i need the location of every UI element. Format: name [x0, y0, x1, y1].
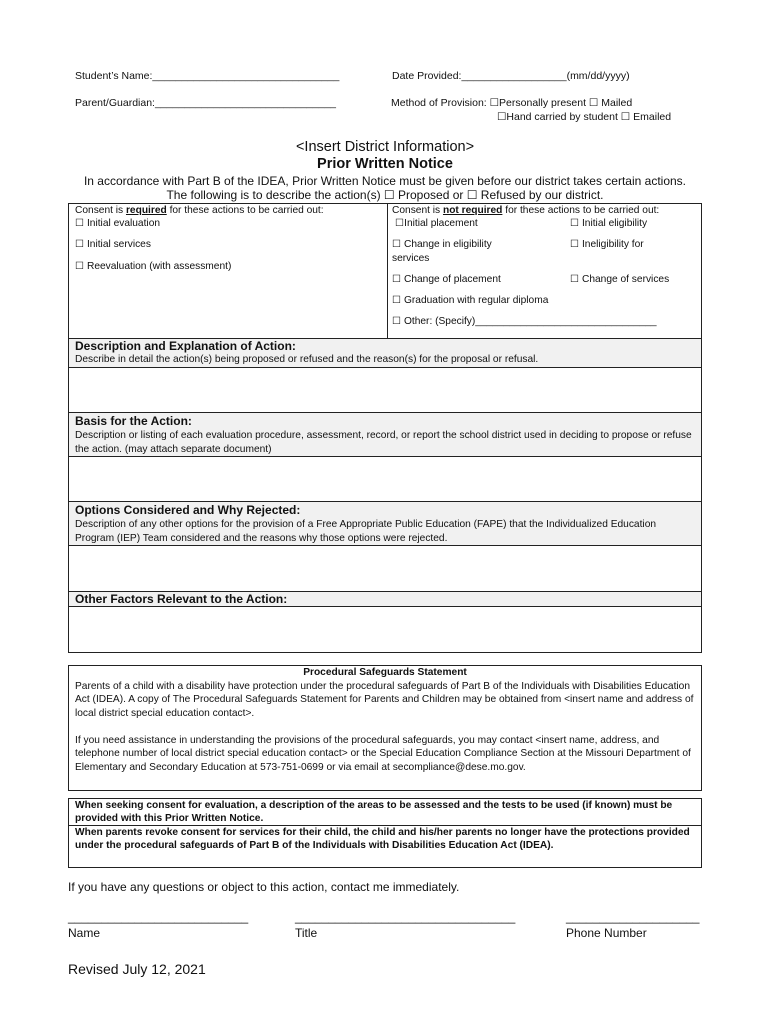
title-signature-line[interactable]: _________________________________: [295, 910, 516, 924]
name-signature-line[interactable]: ___________________________: [68, 910, 249, 924]
section-title-options: Options Considered and Why Rejected:: [75, 503, 301, 517]
district-information: <Insert District Information>: [295, 139, 475, 155]
checkbox-other-specify[interactable]: ☐ Other: (Specify)________________________________: [392, 316, 657, 327]
intro-line-2: The following is to describe the action(s) ☐ Proposed or ☐ Refused by our district.: [166, 188, 604, 202]
section-desc-description: Describe in detail the action(s) being proposed or refused and the reason(s) for the proposal or refusal.: [75, 354, 539, 365]
divider: [68, 501, 702, 502]
checkbox-change-of-services[interactable]: ☐ Change of services: [570, 274, 670, 285]
checkbox-graduation[interactable]: ☐ Graduation with regular diploma: [392, 295, 549, 306]
checkbox-ineligibility[interactable]: ☐ Ineligibility for: [570, 239, 644, 250]
checkbox-reevaluation[interactable]: ☐ Reevaluation (with assessment): [75, 261, 232, 272]
date-provided-field[interactable]: Date Provided:__________________(mm/dd/yyyy): [392, 70, 630, 82]
options-answer-area[interactable]: [69, 546, 701, 590]
description-answer-area[interactable]: [69, 368, 701, 412]
divider: [68, 412, 702, 413]
procedural-safeguards-para2: If you need assistance in understanding the provisions of the procedural safeguards, you may contact <insert name, address, and telephone number of local district special education contact> or the Special Education Compliance Section at the Missouri Department of Elementary and Secondary Education at 573-751-0699 or via email at secompliance@dese.mo.gov.: [75, 735, 691, 773]
consent-required-header: Consent is required for these actions to be carried out:: [75, 205, 324, 216]
revised-date: Revised July 12, 2021: [68, 961, 206, 977]
checkbox-change-in-eligibility[interactable]: ☐ Change in eligibility: [392, 239, 492, 250]
student-name-field[interactable]: Student’s Name:________________________________: [75, 70, 340, 82]
parent-guardian-field[interactable]: Parent/Guardian:_______________________________: [75, 97, 336, 109]
name-label: Name: [68, 926, 101, 940]
checkbox-initial-placement[interactable]: ☐Initial placement: [395, 218, 478, 229]
checkbox-initial-services[interactable]: ☐ Initial services: [75, 239, 151, 250]
contact-statement: If you have any questions or object to this action, contact me immediately.: [68, 880, 460, 894]
intro-line-1: In accordance with Part B of the IDEA, Prior Written Notice must be given before our district takes certain actions.: [83, 174, 687, 188]
basis-answer-area[interactable]: [69, 457, 701, 501]
consent-divider: [387, 203, 388, 338]
consent-evaluation-note: When seeking consent for evaluation, a description of the areas to be assessed and the tests to be used (if known) must be provided with this Prior Written Notice.: [75, 800, 673, 825]
checkbox-change-of-placement[interactable]: ☐ Change of placement: [392, 274, 501, 285]
section-title-other-factors: Other Factors Relevant to the Action:: [75, 592, 288, 606]
method-of-provision-line2[interactable]: ☐Hand carried by student ☐ Emailed: [497, 111, 672, 123]
consent-not-required-header: Consent is not required for these actions to be carried out:: [392, 205, 660, 216]
section-title-description: Description and Explanation of Action:: [75, 339, 296, 353]
change-in-eligibility-continued: services: [392, 253, 430, 264]
procedural-safeguards-para1: Parents of a child with a disability have protection under the procedural safeguards of Part B of the Individuals with Disabilities Education Act (IDEA). A copy of The Procedural Safeguards Statement for Parents and Children may be obtained from <insert name and address of local district special education contact>.: [75, 681, 694, 719]
revoke-consent-note: When parents revoke consent for services for their child, the child and his/her parents no longer have the protections provided under the procedural safeguards of Part B of the Individuals with Disabilities Education Act (IDEA).: [75, 827, 690, 852]
checkbox-initial-eligibility[interactable]: ☐ Initial eligibility: [570, 218, 648, 229]
section-title-basis: Basis for the Action:: [75, 414, 192, 428]
section-desc-basis: Description or listing of each evaluation procedure, assessment, record, or report the school district used in deciding to propose or refuse the action. (may attach separate document): [75, 430, 692, 455]
section-desc-options: Description of any other options for the provision of a Free Appropriate Public Education (FAPE) that the Individualized Education Program (IEP) Team considered and the reasons why those options were rejected.: [75, 519, 657, 544]
procedural-safeguards-title: Procedural Safeguards Statement: [303, 667, 467, 678]
phone-signature-line[interactable]: ____________________: [566, 910, 700, 924]
phone-number-label: Phone Number: [566, 926, 647, 940]
title-label: Title: [295, 926, 318, 940]
page-title: Prior Written Notice: [317, 156, 453, 172]
other-factors-answer-area[interactable]: [69, 607, 701, 652]
method-of-provision-line1[interactable]: Method of Provision: ☐Personally present ☐ Mailed: [391, 97, 633, 109]
checkbox-initial-evaluation[interactable]: ☐ Initial evaluation: [75, 218, 161, 229]
